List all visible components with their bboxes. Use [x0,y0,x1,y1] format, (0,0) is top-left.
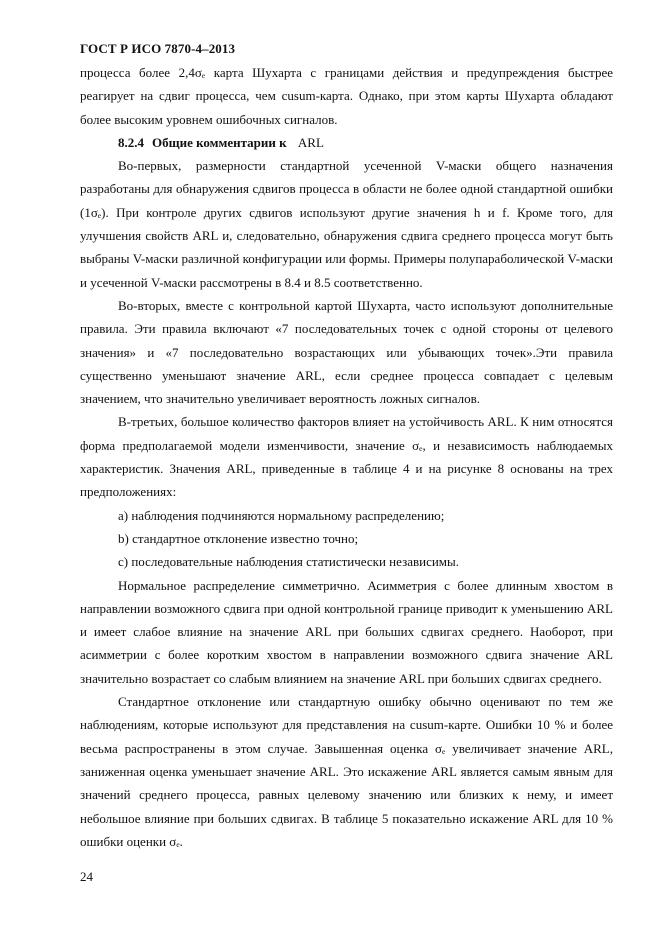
list-item-a: a) наблюдения подчиняются нормальному распределению; [118,507,445,523]
section-number: 8.2.4 [118,134,144,150]
paragraph-third: В-третьих, большое количество факторов влияет на устойчивость ARL. К ним относятся форма предполагаемой модели изменчивости, значение σₑ, и независимость наблюдаемых характеристик. Значения ARL, приведенные в таблице 4 и на рисунке 8 основаны на трех предположениях: [80,414,613,500]
paragraph-second: Во-вторых, вместе с контрольной картой Шухарта, часто используют дополнительные правила. Эти правила включают «7 последовательных точек с одной стороны от целевого значения» и «7 последовательно возрастающих или убывающих точек».Эти правила существенно уменьшают значение ARL, если среднее процесса совпадает с целевым значением, что значительно увеличивает вероятность ложных сигналов. [80,297,613,407]
section-heading [80,131,613,154]
paragraph-first: Во-первых, размерности стандартной усеченной V-маски общего назначения разработаны для обнаружения сдвигов процесса в области не более одной стандартной ошибки (1σₑ). При контроле других сдвигов используют другие значения h и f. Кроме того, для улучшения свойств ARL и, следовательно, обнаружения сдвига среднего процесса могут быть выбраны V-маски различной конфигурации или формы. Примеры полупараболической V-маски и усеченной V-маски рассмотрены в 8.4 и 8.5 соответственно. [80,158,613,290]
section-title: Общие комментарии к [152,134,287,150]
paragraph-normal-distribution: Нормальное распределение симметрично. Асимметрия с более длинным хвостом в направлении возможного сдвига при одной контрольной границе приводит к уменьшению ARL и имеет слабое влияние на значение ARL при больших сдвигах среднего. Наоборот, при асимметрии с более коротким хвостом в направлении возможного сдвига значение ARL значительно возрастает со слабым влиянием на значение ARL при больших сдвигах среднего. [80,577,613,686]
document-header: ГОСТ Р ИСО 7870-4–2013 [80,41,236,56]
body-text [80,61,613,853]
section-title-rest: ARL [297,134,324,150]
list-item-c: c) последовательные наблюдения статистически независимы. [118,554,460,570]
paragraph-standard-deviation: Стандартное отклонение или стандартную ошибку обычно оценивают по тем же наблюдениям, которые используют для представления на cusum-карте. Ошибки 10 % и более весьма распространены в этом случае. Завышенная оценка σₑ увеличивает значение ARL, заниженная оценка уменьшает значение ARL. Это искажение ARL является самым явным для значений среднего процесса, равных целевому значению или близких к нему, и имеет небольшое влияние при больших сдвигах. В таблице 5 показательно искажение ARL для 10 % ошибки оценки σₑ. [80,694,613,849]
page-number: 24 [80,869,93,884]
paragraph-continuation: процесса более 2,4σₑ карта Шухарта с границами действия и предупреждения быстрее реагирует на сдвиг процесса, чем cusum-карта. Однако, при этом карты Шухарта обладают более высоким уровнем ошибочных сигналов. [80,65,613,127]
list-item-b: b) стандартное отклонение известно точно; [118,530,359,546]
